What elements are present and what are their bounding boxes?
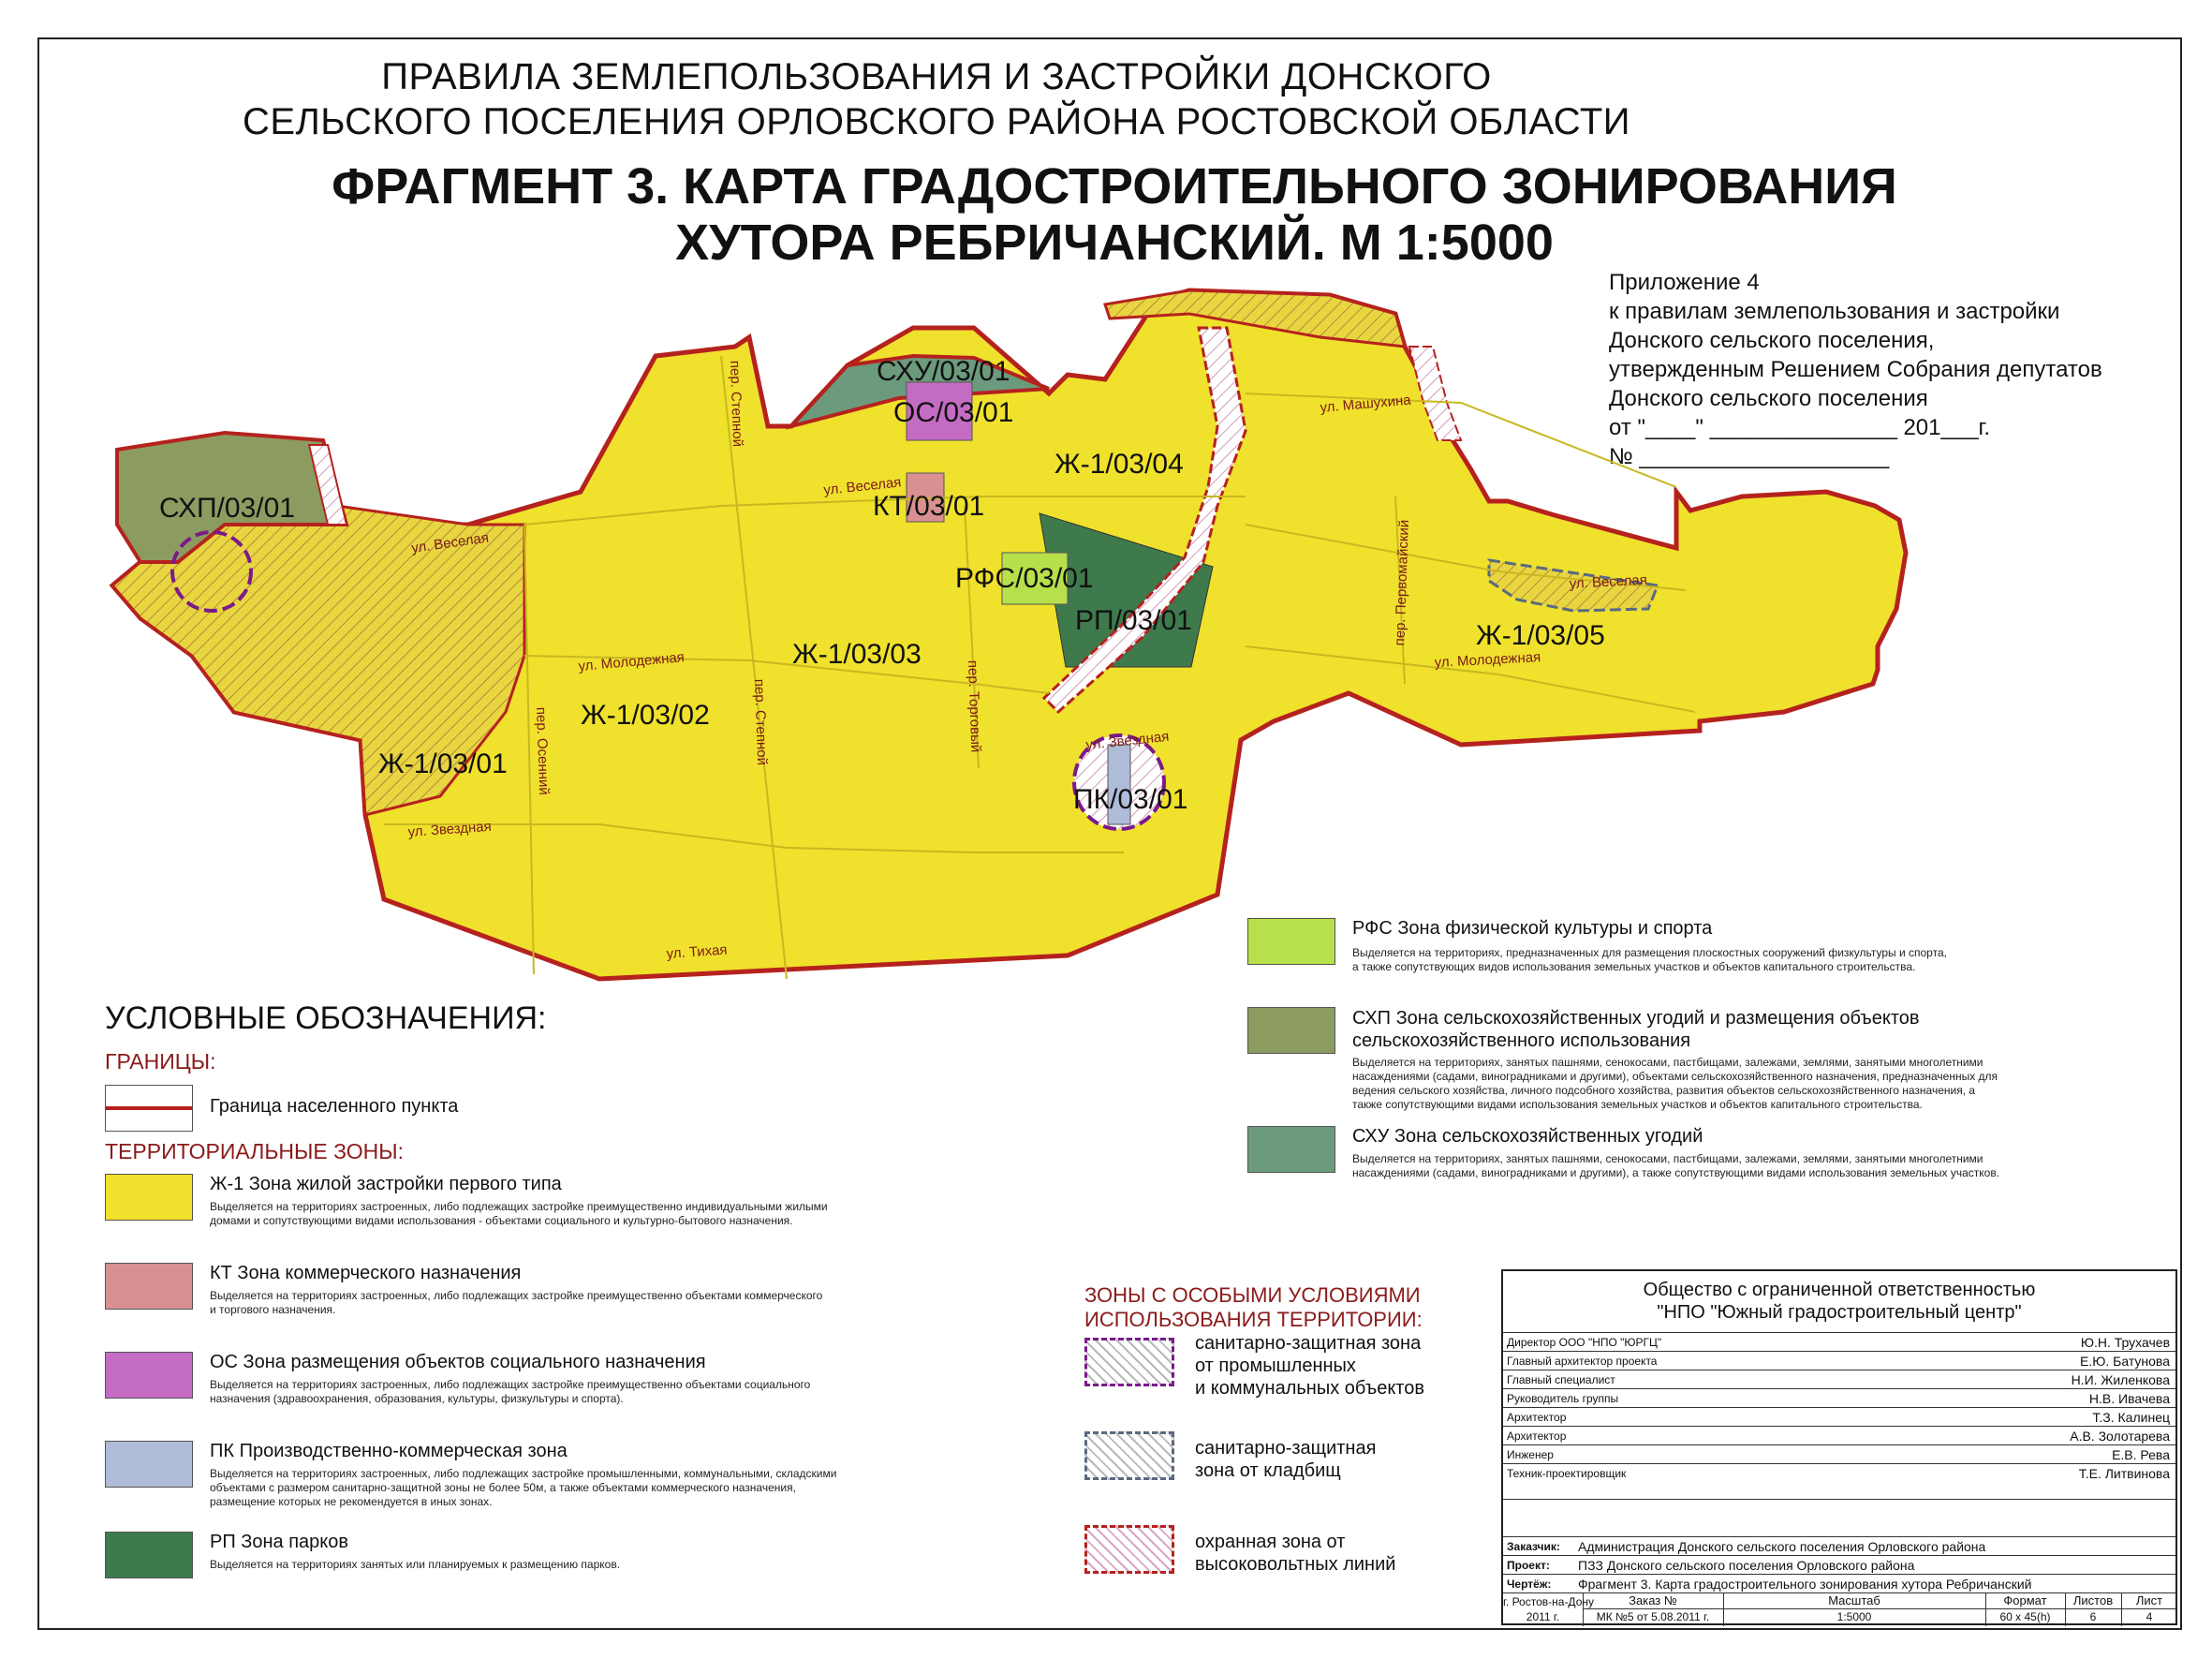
staff-role: Руководитель группы [1507, 1392, 1619, 1405]
legend-desc-line: ведения сельского хозяйства, личного подсобного хозяйства, развития объектов сельскохозяйственного назначения, а [1352, 1084, 1976, 1097]
legend-label-line: от промышленных [1195, 1355, 1356, 1376]
footer-row [1503, 1592, 2175, 1626]
legend-desc-line: Выделяется на территориях, занятых пашнями, сенокосами, пастбищами, залежами, землями, занятыми многолетними [1352, 1056, 1983, 1069]
legend-desc-line: Выделяется на территориях застроенных, либо подлежащих застройке промышленными, коммунальными, складскими [210, 1467, 837, 1480]
legend-swatch [105, 1263, 193, 1310]
boundary-swatch [105, 1085, 193, 1132]
zone-label-zh2: Ж-1/03/02 [581, 700, 710, 731]
staff-name: Е.В. Рева [2112, 1447, 2170, 1462]
legend-title-line: сельскохозяйственного использования [1352, 1030, 1691, 1051]
legend-desc [210, 1558, 620, 1572]
legend-desc [210, 1467, 836, 1509]
legend-zones-heading: ТЕРРИТОРИАЛЬНЫЕ ЗОНЫ: [105, 1139, 405, 1163]
staff-row [1503, 1444, 2175, 1464]
street-label: ул. Веселая [822, 474, 903, 498]
legend-desc-line: Выделяется на территориях застроенных, либо подлежащих застройке преимущественно объектами коммерческого [210, 1289, 823, 1302]
staff-row [1503, 1426, 2175, 1445]
street-label: ул. Веселая [410, 529, 490, 556]
order-header: Заказ № [1629, 1593, 1677, 1607]
appendix-line: № ____________________ [1609, 444, 1890, 469]
appendix-line: Донского сельского поселения [1609, 386, 1928, 411]
street-label: ул. Молодежная [577, 649, 686, 674]
city: г. Ростов-на-Дону [1503, 1595, 1594, 1608]
legend-desc-line: размещение которых не рекомендуется в иных зонах. [210, 1495, 493, 1508]
legend-desc-line: Выделяется на территориях занятых или планируемых к размещению парков. [210, 1558, 621, 1571]
zone-label-zh3: Ж-1/03/03 [792, 639, 922, 670]
street-label: пер. Первомайский [1392, 519, 1412, 646]
legend-label-line: зона от кладбищ [1195, 1460, 1341, 1481]
zone-label-zh1: Ж-1/03/01 [378, 748, 508, 779]
street-label: пер. Торговый [965, 659, 984, 753]
sheets-header: Листов [2072, 1593, 2114, 1607]
staff-row [1503, 1407, 2175, 1427]
legend-title: Ж-1 Зона жилой застройки первого типа [210, 1174, 562, 1194]
title-line-2: СЕЛЬСКОГО ПОСЕЛЕНИЯ ОРЛОВСКОГО РАЙОНА РОСТОВСКОЙ ОБЛАСТИ [242, 101, 1631, 142]
title-line-4: ХУТОРА РЕБРИЧАНСКИЙ. М 1:5000 [675, 215, 1554, 271]
staff-row [1503, 1463, 2175, 1483]
legend-desc-line: Выделяется на территориях, предназначенных для размещения плоскостных сооружений физкультуры и спорта, [1352, 946, 1947, 959]
legend-heading: УСЛОВНЫЕ ОБОЗНАЧЕНИЯ: [105, 1000, 547, 1036]
special-heading-line: ЗОНЫ С ОСОБЫМИ УСЛОВИЯМИ [1084, 1283, 1421, 1307]
zone-label-rfs: РФС/03/01 [955, 563, 1094, 594]
staff-name: Н.В. Ивачева [2088, 1391, 2170, 1406]
row-value: ПЗЗ Донского сельского поселения Орловского района [1578, 1558, 1915, 1573]
staff-name: Е.Ю. Батунова [2080, 1354, 2170, 1369]
legend-desc [210, 1289, 822, 1317]
legend-desc-line: домами и сопутствующими видами использования - объектами социального и культурно-бытового назначения. [210, 1214, 793, 1227]
sheet-header: Лист [2135, 1593, 2163, 1607]
legend-swatch [1084, 1525, 1174, 1574]
appendix-line: к правилам землепользования и застройки [1609, 299, 2060, 324]
legend-desc [1352, 1056, 1998, 1112]
street-label: пер. Степной [727, 360, 746, 448]
customer-row [1503, 1536, 2175, 1556]
staff-name: Н.И. Жиленкова [2071, 1372, 2170, 1387]
street-label: ул. Машухина [1319, 392, 1412, 416]
staff-role: Архитектор [1507, 1411, 1567, 1424]
legend-label-line: санитарно-защитная зона [1195, 1333, 1422, 1354]
staff-name: Ю.Н. Трухачев [2080, 1335, 2170, 1350]
legend-label-line: высоковольтных линий [1195, 1554, 1396, 1575]
row-key: Проект: [1507, 1559, 1550, 1572]
staff-name: А.В. Золотарева [2070, 1429, 2170, 1444]
legend-swatch [105, 1352, 193, 1399]
street-label: ул. Звездная [1084, 728, 1171, 753]
staff-name: Т.З. Калинец [2092, 1410, 2170, 1425]
legend-label-line: и коммунальных объектов [1195, 1378, 1424, 1399]
legend-swatch [105, 1174, 193, 1221]
staff-role: Архитектор [1507, 1429, 1567, 1443]
legend-desc-line: объектами с размером санитарно-защитной зоны не более 50м, а также объектами коммерческого назначения, [210, 1481, 796, 1494]
staff-row [1503, 1388, 2175, 1408]
staff-role: Главный архитектор проекта [1507, 1355, 1658, 1368]
legend-desc [210, 1378, 810, 1406]
legend-desc-line: Выделяется на территориях застроенных, либо подлежащих застройке преимущественно объектами социального [210, 1378, 811, 1391]
legend-label-line: охранная зона от [1195, 1532, 1346, 1552]
staff-role: Директор ООО "НПО "ЮРГЦ" [1507, 1336, 1662, 1349]
special-heading-line: ИСПОЛЬЗОВАНИЯ ТЕРРИТОРИИ: [1084, 1308, 1423, 1331]
zone-label-os: ОС/03/01 [893, 397, 1014, 428]
street-label: ул. Веселая [1569, 571, 1648, 592]
zone-label-zh4: Ж-1/03/04 [1054, 449, 1184, 480]
legend-swatch [1247, 1126, 1335, 1173]
title-line-1: ПРАВИЛА ЗЕМЛЕПОЛЬЗОВАНИЯ И ЗАСТРОЙКИ ДОНСКОГО [381, 56, 1492, 97]
zone-label-kt: КТ/03/01 [873, 491, 985, 522]
legend-boundaries-heading: ГРАНИЦЫ: [105, 1049, 216, 1074]
zone-label-shu: СХУ/03/01 [877, 356, 1010, 387]
special-zones-heading [1084, 1283, 1423, 1332]
row-value: Администрация Донского сельского поселения Орловского района [1578, 1539, 1986, 1554]
legend-desc-line: Выделяется на территориях застроенных, либо подлежащих застройке преимущественно индивидуальными жилыми [210, 1200, 828, 1213]
year: 2011 г. [1526, 1610, 1560, 1623]
legend-desc [1352, 946, 1947, 974]
row-key: Чертёж: [1507, 1578, 1552, 1591]
legend-desc [1352, 1152, 1999, 1180]
legend-swatch [1084, 1431, 1174, 1480]
drawing-row [1503, 1574, 2175, 1593]
order-value: МК №5 от 5.08.2011 г. [1596, 1610, 1710, 1623]
appendix-line: Приложение 4 [1609, 270, 1760, 295]
appendix-line: Донского сельского поселения, [1609, 328, 1935, 353]
legend-swatch [1247, 1007, 1335, 1054]
zone-label-zh5: Ж-1/03/05 [1476, 620, 1605, 651]
sheet-value: 4 [2146, 1610, 2153, 1623]
title-line-3: ФРАГМЕНТ 3. КАРТА ГРАДОСТРОИТЕЛЬНОГО ЗОНИРОВАНИЯ [332, 158, 1897, 215]
staff-role: Главный специалист [1507, 1373, 1615, 1386]
legend-desc-line: назначения (здравоохранения, образования, культуры, физкультуры и спорта). [210, 1392, 624, 1405]
legend-label: Граница населенного пункта [210, 1096, 459, 1117]
zone-label-shp: СХП/03/01 [159, 493, 295, 524]
legend-title [1352, 1007, 1920, 1052]
format-value: 60 х 45(h) [1999, 1610, 2051, 1623]
legend-title: СХУ Зона сельскохозяйственных угодий [1352, 1126, 1703, 1147]
legend-label [1195, 1531, 1395, 1576]
company-line: Общество с ограниченной ответственностью [1643, 1280, 2036, 1300]
row-key: Заказчик: [1507, 1540, 1560, 1553]
legend-title: РП Зона парков [210, 1532, 348, 1552]
legend-swatch [1247, 918, 1335, 965]
legend-title: КТ Зона коммерческого назначения [210, 1263, 522, 1283]
legend-swatch [105, 1532, 193, 1578]
street-label: ул. Молодежная [1434, 649, 1541, 671]
row-value: Фрагмент 3. Карта градостроительного зонирования хутора Ребричанский [1578, 1577, 2032, 1592]
legend-desc-line: насаждениями (садами, виноградниками и другими), а также сопутствующими видами использования земельных участков. [1352, 1166, 2000, 1179]
appendix-line: утвержденным Решением Собрания депутатов [1609, 357, 2102, 382]
sheets-value: 6 [2089, 1610, 2097, 1623]
legend-label [1195, 1437, 1376, 1482]
legend-desc-line: также сопутствующими видами использования земельных участков и объектов капитального строительства. [1352, 1098, 1923, 1111]
zone-label-pk: ПК/03/01 [1073, 784, 1188, 815]
legend-desc-line: насаждениями (садами, виноградниками и другими), объектами сельскохозяйственного назначения, предназначенных для [1352, 1070, 1998, 1083]
staff-role: Техник-проектировщик [1507, 1467, 1627, 1480]
company-line: "НПО "Южный градостроительный центр" [1657, 1302, 2022, 1323]
legend-title: РФС Зона физической культуры и спорта [1352, 918, 1713, 939]
legend-desc-line: и торгового назначения. [210, 1303, 336, 1316]
staff-name: Т.Е. Литвинова [2078, 1466, 2170, 1481]
legend-swatch [1084, 1338, 1174, 1386]
scale-value: 1:5000 [1836, 1610, 1872, 1623]
street-label: пер. Степной [751, 678, 771, 766]
street-label: ул. Тихая [666, 941, 729, 962]
street-label: ул. Звездная [407, 818, 493, 840]
separator [1503, 1499, 2175, 1500]
legend-title: ПК Производственно-коммерческая зона [210, 1441, 568, 1461]
legend-title: ОС Зона размещения объектов социального назначения [210, 1352, 706, 1372]
company-name [1503, 1279, 2175, 1324]
staff-row [1503, 1370, 2175, 1389]
legend-title-line: СХП Зона сельскохозяйственных угодий и размещения объектов [1352, 1008, 1920, 1029]
zone-label-rp: РП/03/01 [1075, 605, 1192, 636]
title-block [1501, 1269, 2177, 1625]
legend-label-line: санитарно-защитная [1195, 1438, 1377, 1459]
legend-desc [210, 1200, 828, 1228]
street-label: пер. Осенний [533, 706, 553, 796]
staff-role: Инженер [1507, 1448, 1554, 1461]
legend-desc-line: Выделяется на территориях, занятых пашнями, сенокосами, пастбищами, залежами, землями, занятыми многолетними [1352, 1152, 1983, 1165]
scale-header: Масштаб [1828, 1593, 1880, 1607]
legend-desc-line: а также сопутствующих видов использования земельных участков и объектов капитального строительства. [1352, 960, 1916, 973]
project-row [1503, 1555, 2175, 1575]
staff-row [1503, 1332, 2175, 1352]
staff-row [1503, 1351, 2175, 1370]
format-header: Формат [2003, 1593, 2047, 1607]
legend-label [1195, 1332, 1424, 1400]
legend-swatch [105, 1441, 193, 1488]
appendix-line: от "____" _______________ 201___г. [1609, 415, 1991, 440]
